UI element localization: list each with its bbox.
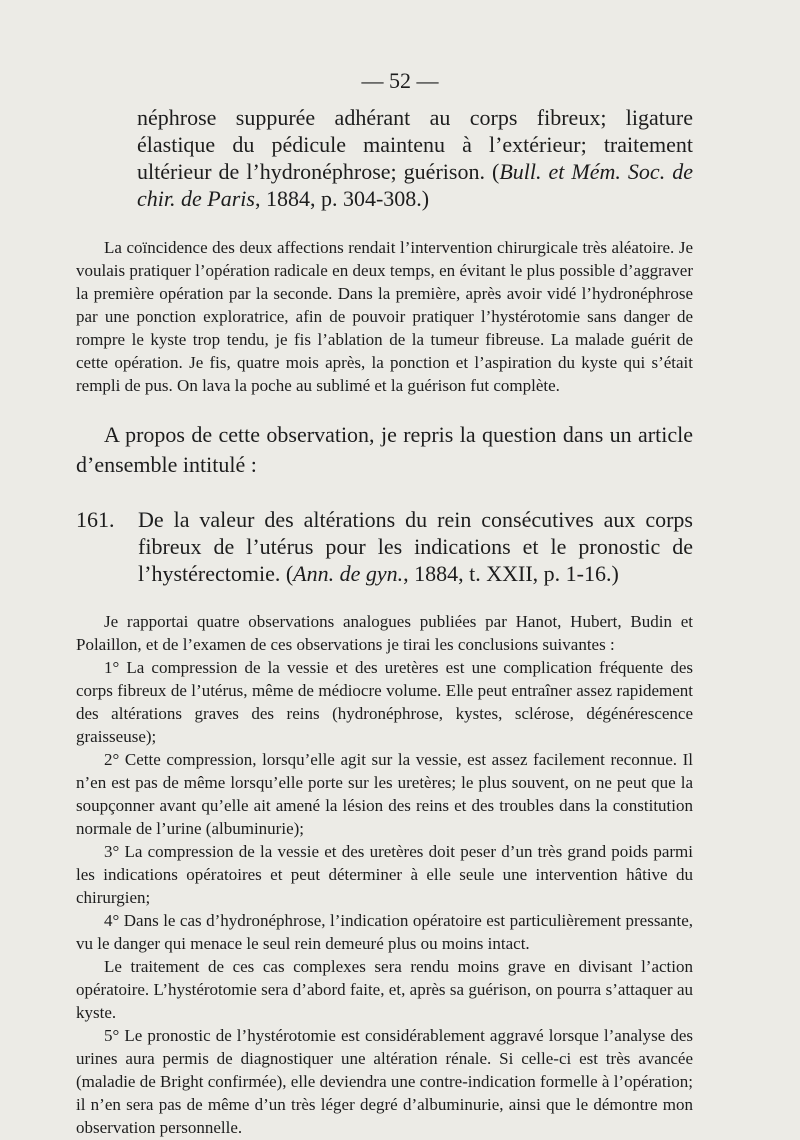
- conclusion-3: 3° La compression de la vessie et des uretères doit peser d’un très grand poids parmi les indications opératoires et peut déterminer à elle seule une intervention hâtive du chirurgien;: [76, 842, 693, 907]
- entry-161-suffix: , 1884, t. XXII, p. 1-16.): [403, 561, 619, 586]
- entry-160-suffix: , 1884, p. 304-308.): [254, 186, 430, 211]
- entry-161-citation: Ann. de gyn.: [293, 561, 404, 586]
- conclusion-4: 4° Dans le cas d’hydronéphrose, l’indication opératoire est particulièrement pressante, vu le danger qui menace le seul rein demeuré plus ou moins intact.: [76, 911, 693, 953]
- commentary-161: [76, 610, 693, 1139]
- entry-161-text: De la valeur des altérations du rein consécutives aux corps fibreux de l’utérus pour les indications et le pronostic de l’hystérectomie. (: [138, 507, 693, 586]
- page-number: — 52 —: [361, 68, 439, 93]
- entry-160-citation: Bull. et Mém. Soc. de chir. de Paris: [137, 159, 693, 211]
- entry-161-number: 161.: [76, 507, 115, 532]
- commentary-161-intro: Je rapportai quatre observations analogues publiées par Hanot, Hubert, Budin et Polaillon, et de l’examen de ces observations je tirai les conclusions suivantes :: [76, 612, 693, 654]
- conclusion-2: 2° Cette compression, lorsqu’elle agit sur la vessie, est assez facilement reconnue. Il n’en est pas de même lorsqu’elle porte sur les uretères; le plus souvent, on ne peut que la soupçonner avant qu’elle ait amené la lésion des reins et des troubles dans la constitution normale de l’urine (albuminurie);: [76, 750, 693, 838]
- intro-paragraph: A propos de cette observation, je repris la question dans un article d’ensemble intitulé :: [76, 422, 693, 477]
- conclusion-5: 5° Le pronostic de l’hystérotomie est considérablement aggravé lorsque l’analyse des urines aura permis de diagnostiquer une altération rénale. Si celle-ci est très avancée (maladie de Bright confirmée), elle deviendra une contre-indication formelle à l’opération; il n’en sera pas de même d’un très léger degré d’albuminurie, ainsi que le démontre mon observation personnelle.: [76, 1026, 693, 1137]
- entry-160-text: néphrose suppurée adhérant au corps fibreux; ligature élastique du pédicule maintenu à l’extérieur; traitement ultérieur de l’hydronéphrose; guérison. (: [137, 105, 693, 184]
- entry-161: [76, 506, 693, 587]
- entry-160-continuation: [137, 104, 693, 212]
- commentary-160: La coïncidence des deux affections rendait l’intervention chirurgicale très aléatoire. Je voulais pratiquer l’opération radicale en deux temps, en évitant le plus possible d’aggraver la première opération par la seconde. Dans la première, après avoir vidé l’hydronéphrose par une ponction exploratrice, afin de pouvoir pratiquer l’hystérotomie sans danger de rompre le kyste trop tendu, je fis l’ablation de la tumeur fibreuse. La malade guérit de cette opération. Je fis, quatre mois après, la ponction et l’aspiration du kyste qui s’était rempli de pus. On lava la poche au sublimé et la guérison fut complète.: [76, 238, 693, 395]
- entry-161-title: [138, 506, 693, 587]
- conclusion-4-note: Le traitement de ces cas complexes sera rendu moins grave en divisant l’action opératoire. L’hystérotomie sera d’abord faite, et, après sa guérison, on pourra s’attaquer au kyste.: [76, 957, 693, 1022]
- conclusion-1: 1° La compression de la vessie et des uretères est une complication fréquente des corps fibreux de l’utérus, même de médiocre volume. Elle peut entraîner assez rapidement des altérations graves des reins (hydronéphrose, kystes, sclérose, dégénérescence graisseuse);: [76, 658, 693, 746]
